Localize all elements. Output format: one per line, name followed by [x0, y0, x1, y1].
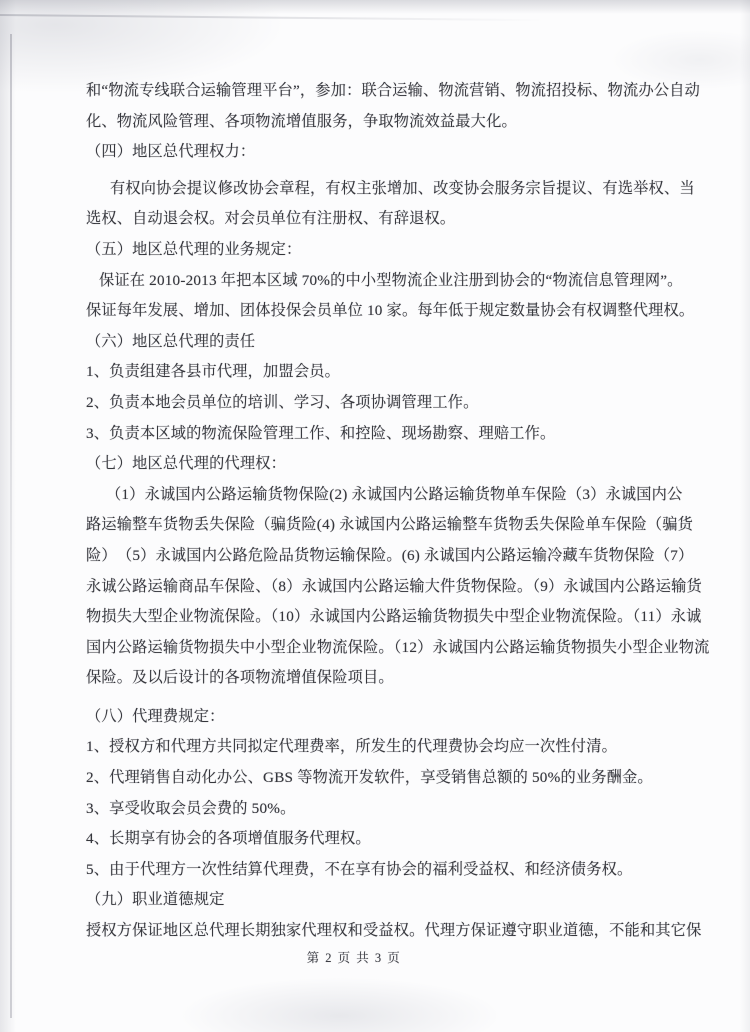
- text-line: 和“物流专线联合运输管理平台”，参加：联合运输、物流营销、物流招投标、物流办公自动: [86, 82, 700, 99]
- text-line: 授权方保证地区总代理长期独家代理权和受益权。代理方保证遵守职业道德，不能和其它保: [86, 922, 702, 940]
- text-line: 物损失大型企业物流保险。（10）永诚国内公路运输货物损失中型企业物流保险。（11）永诚: [86, 608, 702, 626]
- section-heading: （九）职业道德规定: [86, 891, 225, 909]
- text-line: 化、物流风险管理、各项物流增值服务，争取物流效益最大化。: [86, 112, 517, 130]
- list-item-line: 3、享受收取会员会费的 50%。: [86, 799, 296, 817]
- text-line: 选权、自动退会权。对会员单位有注册权、有辞退权。: [86, 210, 456, 228]
- list-item-line: 1、负责组建各县市代理，加盟会员。: [86, 363, 340, 381]
- text-line: 永诚公路运输商品车保险、（8）永诚国内公路运输大件货物保险。（9）永诚国内公路运输货: [86, 577, 702, 595]
- text-line: 路运输整车货物丢失保险（骗货险(4) 永诚国内公路运输整车货物丢失保险单车保险（骗货: [86, 516, 694, 534]
- section-heading: （四）地区总代理权力：: [86, 143, 256, 161]
- text-line: 险） （5）永诚国内公路危险品货物运输保险。(6) 永诚国内公路运输冷藏车货物保险（7）: [86, 546, 694, 564]
- section-heading: （六）地区总代理的责任: [86, 332, 256, 350]
- text-line: 保证每年发展、增加、团体投保会员单位 10 家。每年低于规定数量协会有权调整代理权。: [86, 302, 695, 320]
- page-number: 第 2 页 共 3 页: [306, 951, 402, 965]
- list-item-line: 1、授权方和代理方共同拟定代理费率，所发生的代理费协会均应一次性付清。: [86, 738, 617, 756]
- paper-fold-line: [10, 34, 12, 1018]
- section-heading: （七）地区总代理的代理权：: [86, 455, 287, 473]
- list-item-line: 5、由于代理方一次性结算代理费，不在享有协会的福利受益权、和经济债务权。: [86, 860, 633, 878]
- paper-edge-shadow: [0, 14, 545, 21]
- text-line: 保险。及以后设计的各项物流增值保险项目。: [86, 669, 394, 687]
- document-body: [86, 76, 714, 947]
- list-item-line: 3、负责本区域的物流保险管理工作、和控险、现场勘察、理赔工作。: [86, 424, 556, 442]
- section-heading: （八）代理费规定：: [86, 707, 225, 725]
- text-line: 有权向协会提议修改协会章程，有权主张增加、改变协会服务宗旨提议、有选举权、当: [110, 179, 695, 197]
- list-item-line: 2、负责本地会员单位的培训、学习、各项协调管理工作。: [86, 393, 479, 411]
- text-line: （1）永诚国内公路运输货物保险(2) 永诚国内公路运输货物单车保险（3）永诚国内公: [106, 485, 683, 503]
- text-line: 保证在 2010-2013 年把本区域 70%的中小型物流企业注册到协会的“物流信息管理网”。: [99, 271, 683, 289]
- list-item-line: 4、长期享有协会的各项增值服务代理权。: [86, 830, 371, 848]
- text-line: 国内公路运输货物损失中小型企业物流保险。（12）永诚国内公路运输货物损失小型企业物流: [86, 638, 710, 656]
- list-item-line: 2、代理销售自动化办公、GBS 等物流开发软件，享受销售总额的 50%的业务酬金。: [86, 769, 653, 787]
- section-heading: （五）地区总代理的业务规定：: [86, 240, 302, 258]
